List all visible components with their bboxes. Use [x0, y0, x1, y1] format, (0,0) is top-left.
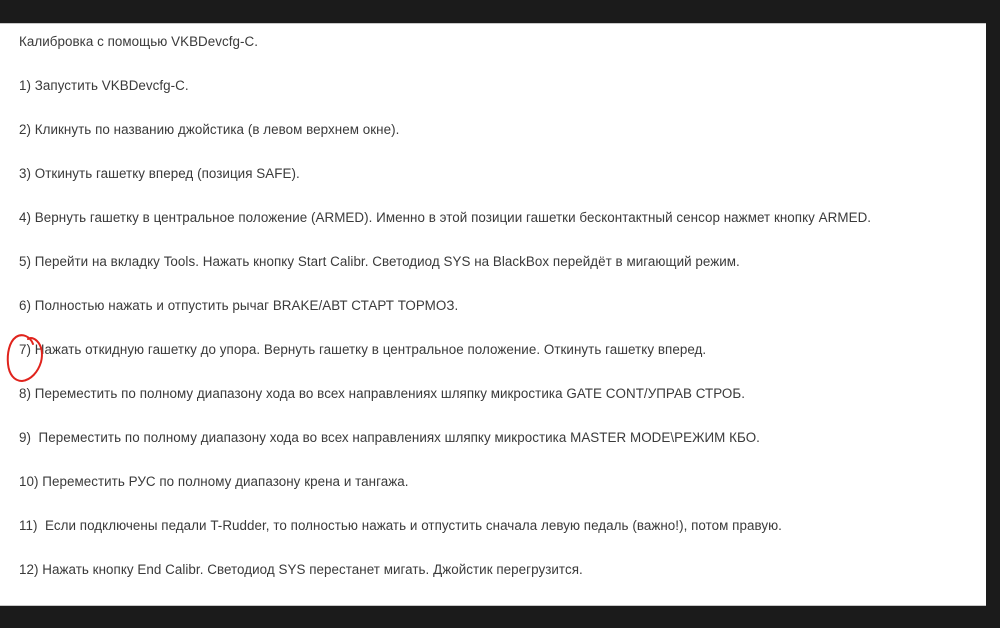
- step-4: 4) Вернуть гашетку в центральное положение (ARMED). Именно в этой позиции гашетки бесконтактный сенсор нажмет кнопку ARMED.: [19, 210, 872, 225]
- step-7: 7) Нажать откидную гашетку до упора. Вернуть гашетку в центральное положение. Откинуть гашетку вперед.: [19, 342, 707, 357]
- document-sheet: [0, 23, 986, 606]
- step-1: 1) Запустить VKBDevcfg-C.: [19, 78, 189, 93]
- step-3: 3) Откинуть гашетку вперед (позиция SAFE).: [19, 166, 300, 181]
- step-11: 11) Если подключены педали T-Rudder, то полностью нажать и отпустить сначала левую педаль (важно!), потом правую.: [19, 518, 782, 533]
- step-9: 9) Переместить по полному диапазону хода во всех направлениях шляпку микростика MASTER MODE\РЕЖИМ КБО.: [19, 430, 760, 445]
- step-2: 2) Кликнуть по названию джойстика (в левом верхнем окне).: [19, 122, 400, 137]
- document-title: Калибровка с помощью VKBDevcfg-C.: [19, 34, 259, 49]
- step-6: 6) Полностью нажать и отпустить рычаг BRAKE/АВТ СТАРТ ТОРМОЗ.: [19, 298, 459, 313]
- step-8: 8) Переместить по полному диапазону хода во всех направлениях шляпку микростика GATE CONT/УПРАВ СТРОБ.: [19, 386, 746, 401]
- step-10: 10) Переместить РУС по полному диапазону крена и тангажа.: [19, 474, 409, 489]
- step-5: 5) Перейти на вкладку Tools. Нажать кнопку Start Calibr. Светодиод SYS на BlackBox перейдёт в мигающий режим.: [19, 254, 740, 269]
- step-12: 12) Нажать кнопку End Calibr. Светодиод SYS перестанет мигать. Джойстик перегрузится.: [19, 562, 583, 577]
